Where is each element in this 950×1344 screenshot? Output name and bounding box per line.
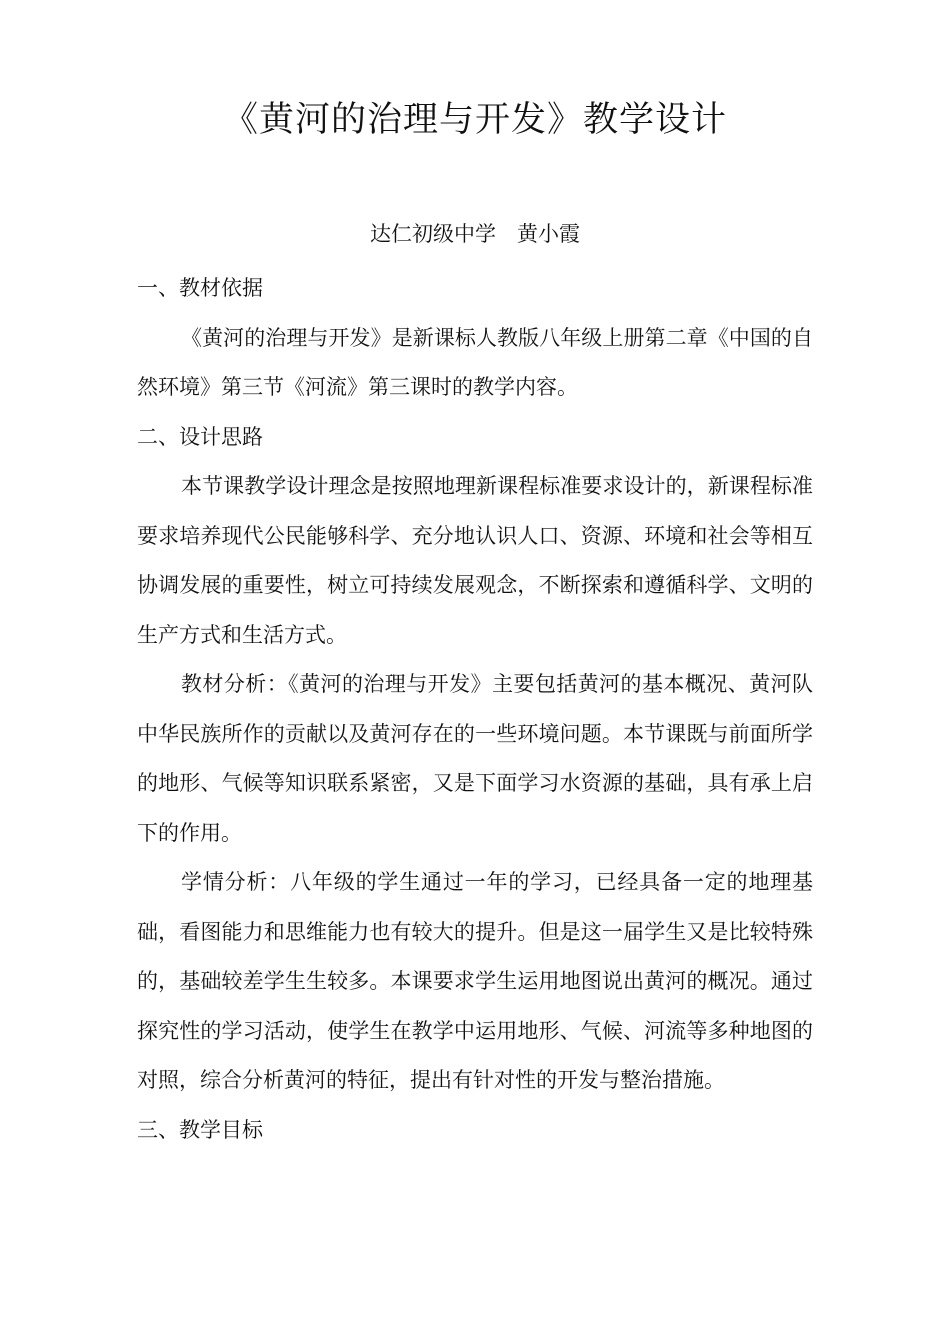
section-heading-design-idea: 二、设计思路 — [137, 424, 263, 449]
paragraph-student-analysis: 学情分析：八年级的学生通过一年的学习，已经具备一定的地理基础，看图能力和思维能力也有较大的提升。但是这一届学生又是比较特殊的，基础较差学生生较多。本课要求学生运用地图说出黄河的概况。通过探究性的学习活动，使学生在教学中运用地形、气候、河流等多种地图的对照，综合分析黄河的特征，提出有针对性的开发与整治措施。 — [137, 870, 813, 1092]
paragraph-materials: 《黄河的治理与开发》是新课标人教版八年级上册第二章《中国的自然环境》第三节《河流》第三课时的教学内容。 — [137, 325, 813, 399]
section-heading-objectives: 三、教学目标 — [137, 1117, 263, 1142]
author-line: 达仁初级中学 黄小霞 — [370, 222, 580, 246]
document-body — [137, 264, 813, 1155]
paragraph-textbook-analysis: 教材分析：《黄河的治理与开发》主要包括黄河的基本概况、黄河队中华民族所作的贡献以及黄河存在的一些环境问题。本节课既与前面所学的地形、气候等知识联系紧密，又是下面学习水资源的基础，具有承上启下的作用。 — [137, 672, 813, 845]
paragraph-design-philosophy: 本节课教学设计理念是按照地理新课程标准要求设计的，新课程标准要求培养现代公民能够科学、充分地认识人口、资源、环境和社会等相互协调发展的重要性，树立可持续发展观念，不断探索和遵循科学、文明的生产方式和生活方式。 — [137, 474, 813, 647]
document-title: 《黄河的治理与开发》教学设计 — [222, 100, 727, 140]
section-heading-materials: 一、教材依据 — [137, 276, 263, 300]
